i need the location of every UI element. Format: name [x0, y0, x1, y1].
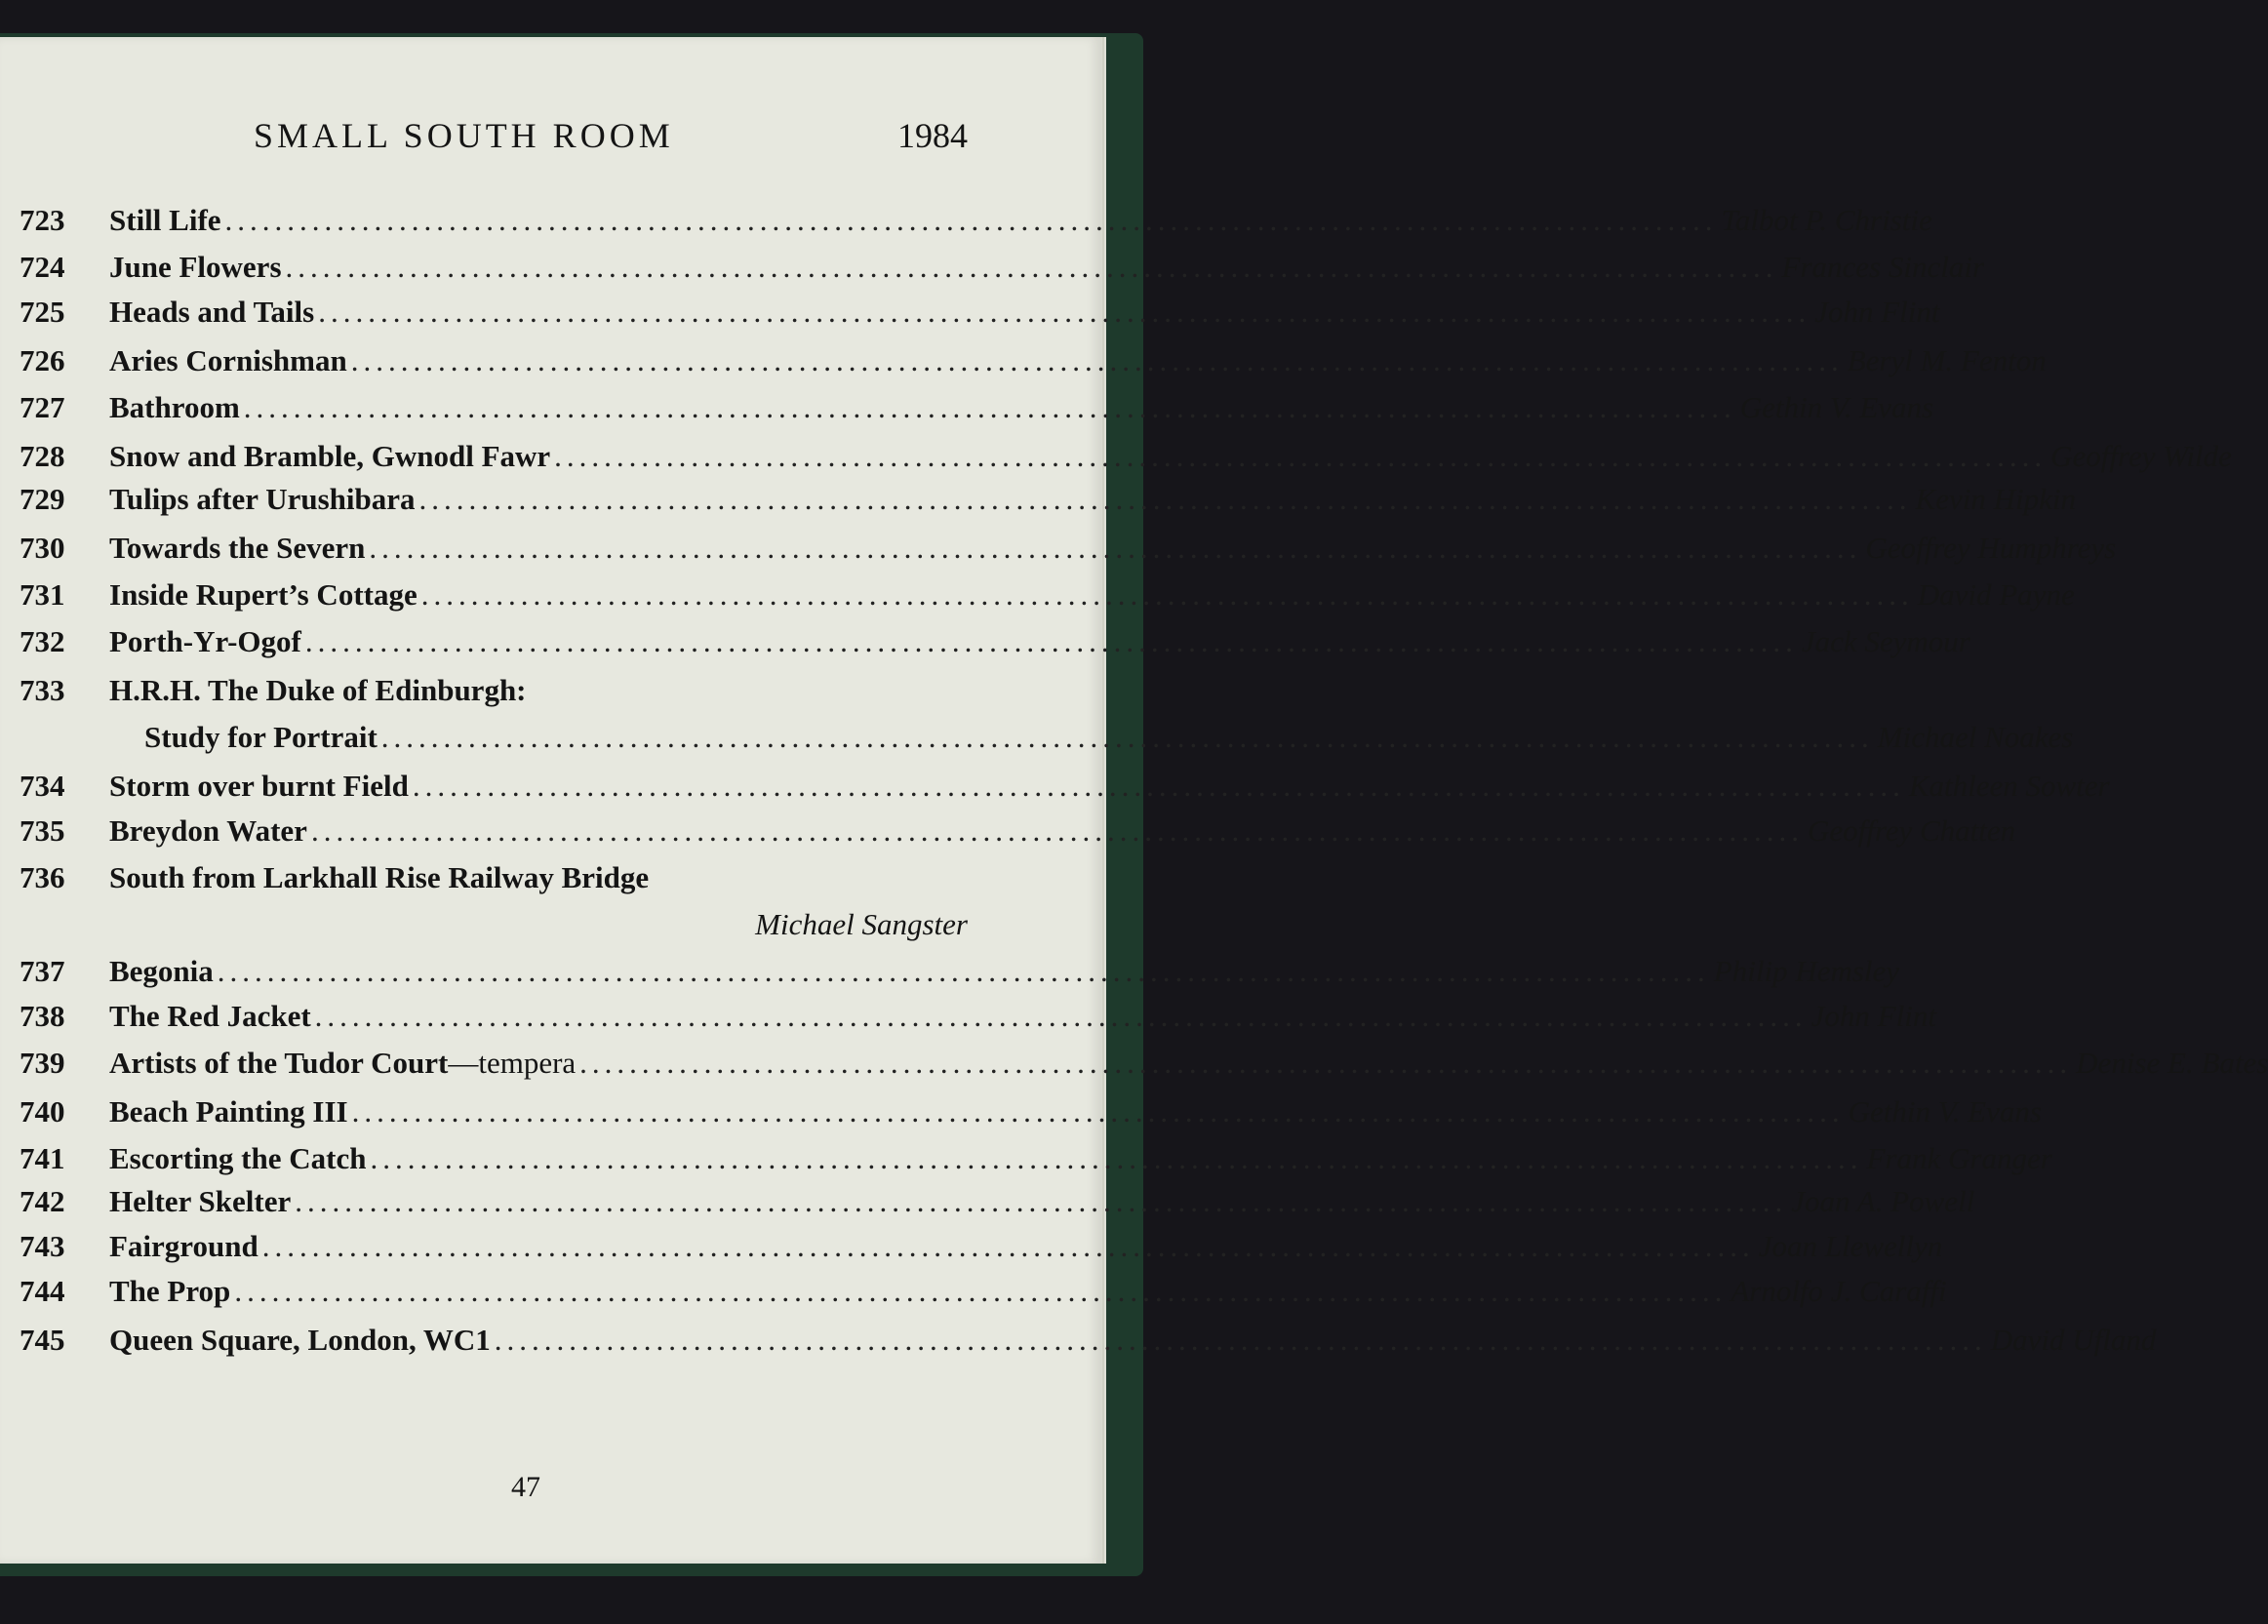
- entry-title: Breydon Water: [109, 813, 307, 848]
- entry-738: [0, 999, 1936, 1044]
- entry-743: [0, 1229, 1943, 1274]
- leader-dots: ........................................................................................................................: [351, 1094, 1845, 1129]
- entry-number: 736: [20, 860, 65, 894]
- entry-number: 733: [20, 673, 65, 707]
- entry-artist: Philip Hemsley: [1713, 954, 1900, 988]
- entry-artist: Geoffrey Chatten: [1807, 813, 2016, 848]
- leader-dots: ........................................................................................................................: [285, 250, 1778, 284]
- entry-title: Towards the Severn: [109, 531, 366, 565]
- page-number: 47: [511, 1471, 540, 1503]
- entry-736-continued: [0, 907, 1100, 952]
- entry-737: [0, 954, 1900, 999]
- leader-dots: ........................................................................................................................: [380, 720, 1874, 754]
- entry-727: [0, 390, 1934, 435]
- entry-artist: Beryl M. Fenton: [1847, 343, 2047, 377]
- entry-title: Storm over burnt Field: [109, 769, 409, 803]
- leader-dots: ........................................................................................................................: [310, 813, 1804, 848]
- entry-731: [0, 577, 2075, 622]
- entry-730: [0, 531, 2117, 575]
- leader-dots: ........................................................................................................................: [304, 624, 1798, 658]
- entry-artist: Kevin Hipkin: [1915, 482, 2076, 516]
- leader-dots: ........................................................................................................................: [224, 203, 1718, 237]
- entry-artist: Talbot P. Christie: [1721, 203, 1932, 237]
- entry-title: Snow and Bramble, Gwnodl Fawr: [109, 439, 551, 473]
- entry-title: June Flowers: [109, 250, 282, 284]
- entry-artist: Arnolfo J. Caraffi: [1731, 1274, 1947, 1308]
- entry-artist: John Flint: [1810, 999, 1936, 1033]
- entry-artist: Joan Llewellyn: [1758, 1229, 1943, 1263]
- entry-number: 739: [20, 1046, 65, 1080]
- entry-title: Begonia: [109, 954, 214, 988]
- entry-number: 723: [20, 203, 65, 237]
- entry-number: 726: [20, 343, 65, 377]
- entry-title: H.R.H. The Duke of Edinburgh:: [109, 673, 527, 707]
- leader-dots: ........................................................................................................................: [314, 999, 1808, 1033]
- entry-title: Heads and Tails: [109, 295, 315, 329]
- entry-number: 737: [20, 954, 65, 988]
- leader-dots: ........................................................................................................................: [420, 577, 1914, 612]
- leader-dots: ........................................................................................................................: [554, 439, 2048, 473]
- entry-title: Aries Cornishman: [109, 343, 347, 377]
- entry-artist: Gethin V. Evans: [1848, 1094, 2042, 1129]
- leader-dots: ........................................................................................................................: [370, 1141, 1863, 1175]
- entry-title: [109, 1046, 576, 1081]
- entry-number: 741: [20, 1141, 65, 1175]
- entry-number: 725: [20, 295, 65, 329]
- entry-735: [0, 813, 2016, 858]
- entry-title: Tulips after Urushibara: [109, 482, 416, 516]
- entry-741: [0, 1141, 2052, 1186]
- leader-dots: ........................................................................................................................: [579, 1046, 2073, 1080]
- entry-733-continued: [0, 720, 2074, 765]
- entry-723: [0, 203, 1932, 248]
- entry-734: [0, 769, 2110, 813]
- entry-number: 738: [20, 999, 65, 1033]
- entry-title: Helter Skelter: [109, 1184, 292, 1218]
- year: 1984: [897, 116, 968, 155]
- entry-742: [0, 1184, 1975, 1229]
- entry-title: Porth-Yr-Ogof: [109, 624, 301, 658]
- entry-artist: Frances Sinclair: [1781, 250, 1985, 284]
- leader-dots: ........................................................................................................................: [412, 769, 1905, 803]
- entry-733: [0, 673, 1100, 718]
- entry-number: 744: [20, 1274, 65, 1308]
- entry-number: 740: [20, 1094, 65, 1129]
- entry-number: 729: [20, 482, 65, 516]
- entry-number: 734: [20, 769, 65, 803]
- entry-number: 730: [20, 531, 65, 565]
- entry-number: 724: [20, 250, 65, 284]
- entry-number: 743: [20, 1229, 65, 1263]
- entry-740: [0, 1094, 2042, 1139]
- entry-number: 732: [20, 624, 65, 658]
- entry-artist: David Ufland: [1990, 1323, 2157, 1357]
- entry-title: Beach Painting III: [109, 1094, 348, 1129]
- leader-dots: ........................................................................................................................: [350, 343, 1844, 377]
- leader-dots: ........................................................................................................................: [494, 1323, 1987, 1357]
- entry-artist: John Flint: [1814, 295, 1940, 329]
- entry-739: [0, 1046, 2268, 1090]
- entry-artist: Denise E. Bates: [2076, 1046, 2268, 1080]
- leader-dots: ........................................................................................................................: [318, 295, 1811, 329]
- entry-artist: Gethin V. Evans: [1739, 390, 1934, 424]
- entry-title: Inside Rupert’s Cottage: [109, 577, 418, 612]
- leader-dots: ........................................................................................................................: [369, 531, 1862, 565]
- entry-728: [0, 439, 2232, 484]
- catalogue-page: [0, 37, 2268, 1564]
- entry-artist: Geoffrey Humphreys: [1865, 531, 2117, 565]
- entry-title: Queen Square, London, WC1: [109, 1323, 491, 1357]
- room-title: SMALL SOUTH ROOM: [254, 116, 674, 155]
- entry-title: The Red Jacket: [109, 999, 311, 1033]
- entry-artist: Michael Noakes: [1877, 720, 2074, 754]
- entry-artist: David Payne: [1917, 577, 2075, 612]
- entry-number: 735: [20, 813, 65, 848]
- leader-dots: ........................................................................................................................: [234, 1274, 1728, 1308]
- entry-724: [0, 250, 1985, 295]
- entry-number: 742: [20, 1184, 65, 1218]
- entry-number: 745: [20, 1323, 65, 1357]
- entry-number: 731: [20, 577, 65, 612]
- entry-artist: Kathleen Sowter: [1908, 769, 2110, 803]
- leader-dots: ........................................................................................................................: [295, 1184, 1788, 1218]
- entry-725: [0, 295, 1940, 339]
- entry-number: 728: [20, 439, 65, 473]
- entry-title-continued: Study for Portrait: [144, 720, 378, 754]
- entry-title: Still Life: [109, 203, 221, 237]
- leader-dots: ........................................................................................................................: [243, 390, 1736, 424]
- entry-title: Bathroom: [109, 390, 240, 424]
- entry-title: Fairground: [109, 1229, 259, 1263]
- entry-artist: Michael Sangster: [755, 907, 968, 941]
- entry-title-text: Artists of the Tudor Court: [109, 1046, 449, 1080]
- leader-dots: ........................................................................................................................: [261, 1229, 1755, 1263]
- entry-number: 727: [20, 390, 65, 424]
- entry-title: Escorting the Catch: [109, 1141, 367, 1175]
- entry-medium: —tempera: [448, 1046, 577, 1080]
- entry-artist: Frank Granger: [1866, 1141, 2052, 1175]
- entry-745: [0, 1323, 2157, 1367]
- entry-744: [0, 1274, 1947, 1319]
- entry-title: South from Larkhall Rise Railway Bridge: [109, 860, 650, 894]
- page-header: [0, 115, 1100, 174]
- leader-dots: ........................................................................................................................: [418, 482, 1912, 516]
- entry-title: The Prop: [109, 1274, 231, 1308]
- leader-dots: ........................................................................................................................: [217, 954, 1710, 988]
- entry-artist: Joan A. Powell: [1791, 1184, 1975, 1218]
- entry-736: [0, 860, 1100, 905]
- entry-artist: Geoffrey Wilde: [2050, 439, 2232, 473]
- entry-726: [0, 343, 2047, 388]
- entry-732: [0, 624, 1970, 669]
- entry-artist: Jack Seymour: [1801, 624, 1970, 658]
- entry-729: [0, 482, 2076, 527]
